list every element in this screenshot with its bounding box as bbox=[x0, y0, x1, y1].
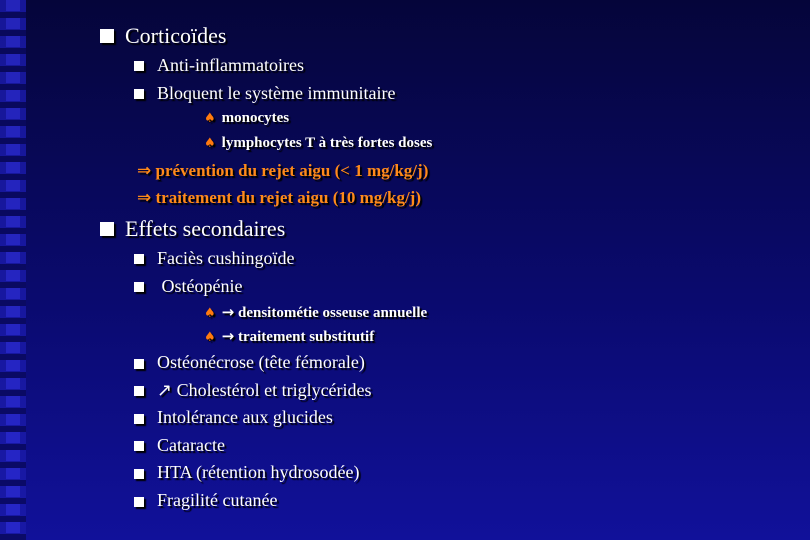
heading-corticoides: Corticoïdes bbox=[125, 23, 227, 48]
implies-arrow-icon: ⇒ bbox=[137, 188, 152, 208]
implies-arrow-icon: ⇒ bbox=[137, 161, 152, 181]
spade-icon: ♠ bbox=[204, 306, 216, 321]
list-item bbox=[157, 490, 277, 511]
square-bullet-icon bbox=[134, 386, 144, 396]
list-item-text: Cholestérol et triglycérides bbox=[176, 380, 372, 400]
list-item-text: Fragilité cutanée bbox=[157, 490, 278, 510]
implication-line bbox=[137, 161, 428, 181]
list-item: Anti-inflammatoires bbox=[157, 55, 304, 75]
list-item-text: Intolérance aux glucides bbox=[157, 407, 333, 427]
spade-icon: ♠ bbox=[204, 330, 216, 345]
square-bullet-icon bbox=[100, 29, 114, 43]
list-item bbox=[157, 380, 372, 401]
sub-list-item bbox=[204, 327, 374, 346]
list-item: Faciès cushingoïde bbox=[157, 248, 295, 268]
sub-list-item bbox=[204, 110, 289, 127]
square-bullet-icon bbox=[134, 254, 144, 264]
implication-text: prévention du rejet aigu (< 1 mg/kg/j) bbox=[155, 161, 429, 180]
decorative-left-strip bbox=[0, 0, 26, 540]
spade-icon: ♠ bbox=[204, 111, 216, 126]
implication-line bbox=[137, 188, 421, 208]
list-item bbox=[157, 407, 333, 428]
square-bullet-icon bbox=[134, 469, 144, 479]
up-right-arrow-icon: ↗ bbox=[157, 380, 173, 401]
implication-text: traitement du rejet aigu (10 mg/kg/j) bbox=[155, 188, 421, 207]
sub-list-item bbox=[204, 303, 427, 322]
square-bullet-icon bbox=[100, 222, 114, 236]
sub-item-text: traitement substitutif bbox=[237, 329, 375, 345]
square-bullet-icon bbox=[134, 61, 144, 71]
sub-item-text: densitométie osseuse annuelle bbox=[237, 305, 428, 321]
list-item: Bloquent le système immunitaire bbox=[157, 83, 396, 103]
list-item: Ostéopénie bbox=[157, 276, 243, 296]
list-item-text: Cataracte bbox=[157, 435, 225, 455]
square-bullet-icon bbox=[134, 89, 144, 99]
list-item-text: Ostéonécrose (tête fémorale) bbox=[157, 352, 365, 372]
sub-item-text: monocytes bbox=[221, 110, 290, 126]
list-item-text: HTA (rétention hydrosodée) bbox=[157, 462, 360, 482]
sub-item-text: lymphocytes T à très fortes doses bbox=[221, 135, 433, 151]
list-item bbox=[157, 462, 360, 483]
square-bullet-icon bbox=[134, 414, 144, 424]
heading-effets-secondaires: Effets secondaires bbox=[125, 216, 286, 241]
list-item bbox=[157, 435, 225, 456]
right-arrow-icon: → bbox=[221, 327, 235, 345]
square-bullet-icon bbox=[134, 441, 144, 451]
square-bullet-icon bbox=[134, 282, 144, 292]
list-item bbox=[157, 352, 365, 373]
right-arrow-icon: → bbox=[221, 303, 235, 321]
sub-list-item bbox=[204, 135, 432, 152]
square-bullet-icon bbox=[134, 359, 144, 369]
spade-icon: ♠ bbox=[204, 136, 216, 151]
square-bullet-icon bbox=[134, 497, 144, 507]
